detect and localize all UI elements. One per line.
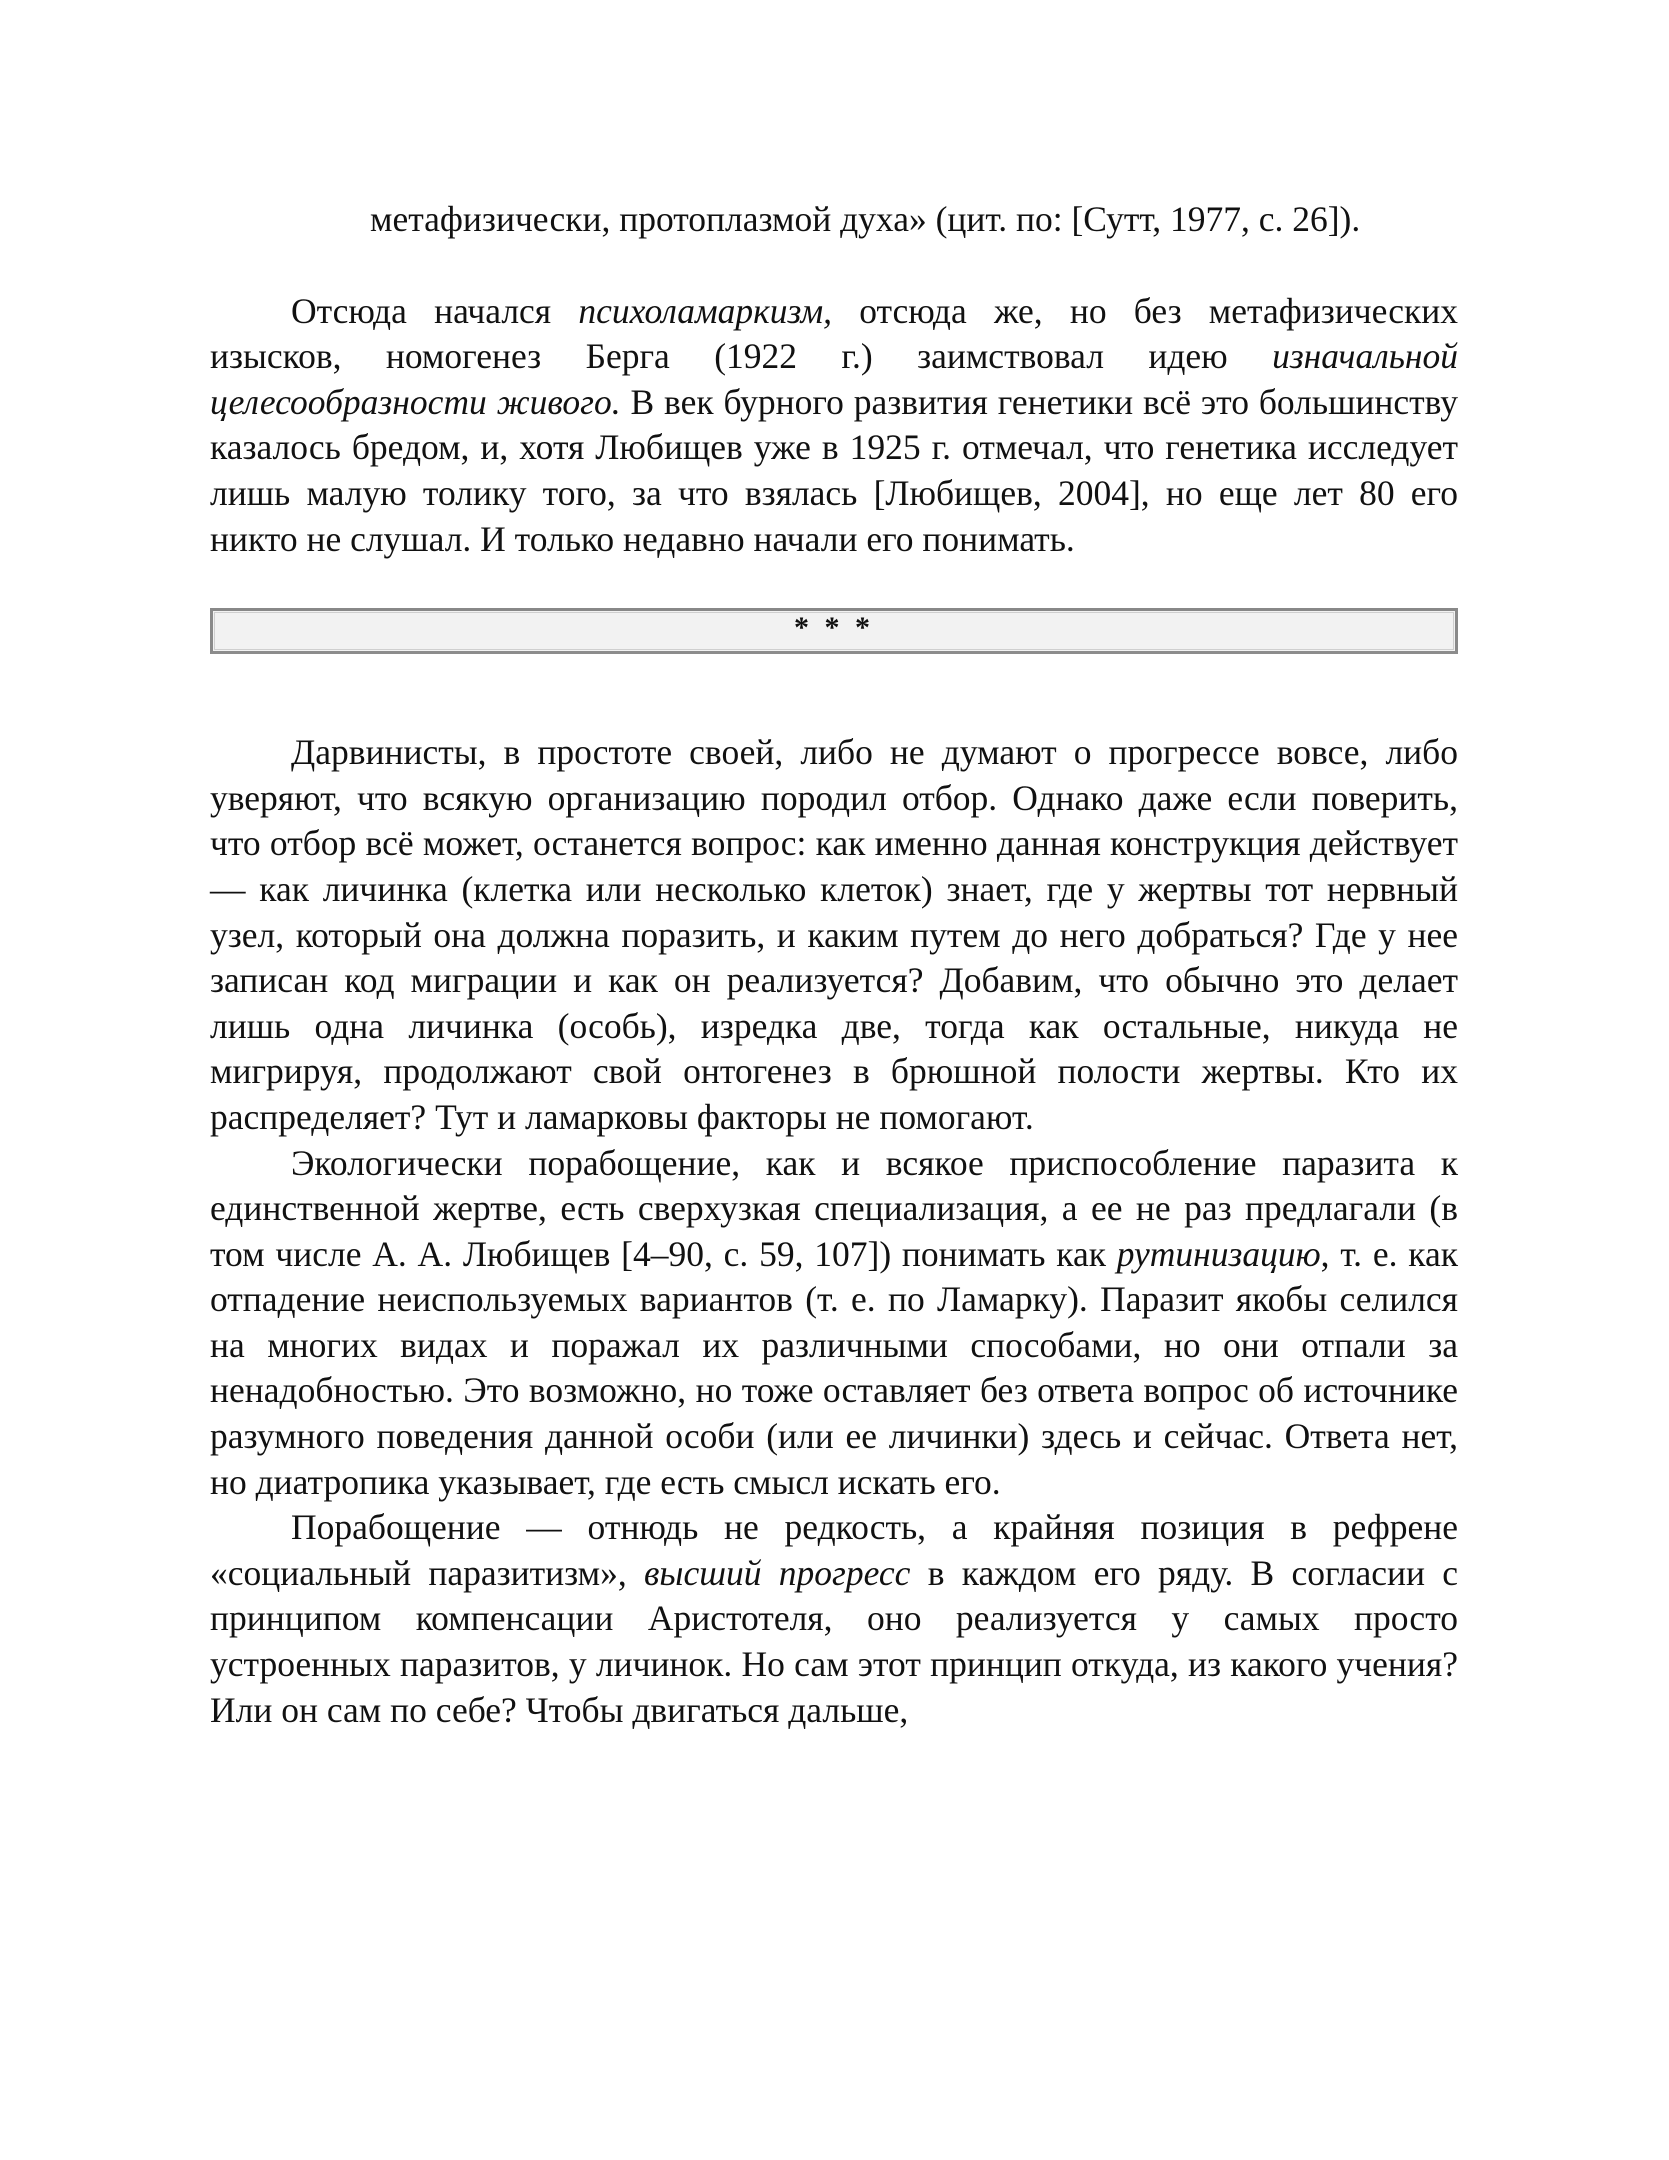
text-segment: Порабощение — отнюдь не редкость, а крайняя позиция в рефрене «социальный паразитизм», [210,1507,1458,1593]
text-segment: , т. е. как отпадение неиспользуемых вариантов (т. е. по Ламарку). Паразит якобы селился на многих видах и поражал их различными способами, но они отпали за ненадобностью. Это возможно, но тоже оставляет без ответа вопрос об источнике разумного поведения данной особи (или ее личинки) здесь и сейчас. Ответа нет, но диатропика указывает, где есть смысл искать его. [210,1233,1458,1502]
paragraph-darwinists [210,730,1458,1140]
text-segment: Дарвинисты, в простоте своей, либо не думают о прогрессе вовсе, либо уверяют, что всякую организацию породил отбор. Однако даже если поверить, что отбор всё может, останется вопрос: как именно данная конструкция действует — как личинка (клетка или несколько клеток) знает, где у жертвы тот нервный узел, который она должна поразить, и каким путем до него добраться? Где у нее записан код миграции и как он реализуется? Добавим, что обычно это делает лишь одна личинка (особь), изредка две, тогда как остальные, никуда не мигрируя, продолжают свой онтогенез в брюшной полости жертвы. Кто их распределяет? Тут и ламарковы факторы не помогают. [210,732,1458,1137]
italic-term-routinization: рутинизацию [1116,1233,1321,1274]
text-segment: отсюда же, но без метафизических изысков, номогенез Берга (1922 г.) заимствовал идею [210,290,1458,377]
italic-term-highest-progress: высший прогресс [644,1552,911,1593]
text-segment: В век бурного развития генетики всё это большинству казалось бредом, и, хотя Любищев уже в 1925 г. отмечал, что генетика исследует лишь малую толику того, за что взялась [Любищев, 2004], но еще лет 80 его никто не слушал. И только недавно начали его понимать. [210,381,1458,559]
paragraph-enslavement-progress [210,1505,1458,1733]
paragraph-psycholamarckism [210,289,1458,563]
italic-term-expediency: изначальной целесообразности живого. [210,336,1458,422]
document-page [210,197,1458,1733]
section-divider [210,608,1458,654]
paragraph-ecological-enslavement [210,1141,1458,1506]
quote-block-continuation: метафизически, протоплазмой духа» (цит. по: [Сутт, 1977, с. 26]). [370,199,1361,239]
text-segment: Экологически порабощение, как и всякое приспособление паразита к единственной жертве, есть сверхузкая специализация, а ее не раз предлагали (в том числе А. А. Любищев [4–90, с. 59, 107]) понимать как [210,1142,1458,1274]
text-segment: в каждом его ряду. В согласии с принципом компенсации Аристотеля, оно реализуется у самых просто устроенных паразитов, у личинок. Но сам этот принцип откуда, из какого учения? Или он сам по себе? Чтобы двигаться дальше, [210,1552,1458,1730]
italic-term-psycholamarckism: психоламаркизм, [578,290,833,331]
text-segment: Отсюда начался [291,290,579,331]
section-divider-asterisks: * * * [794,611,874,645]
